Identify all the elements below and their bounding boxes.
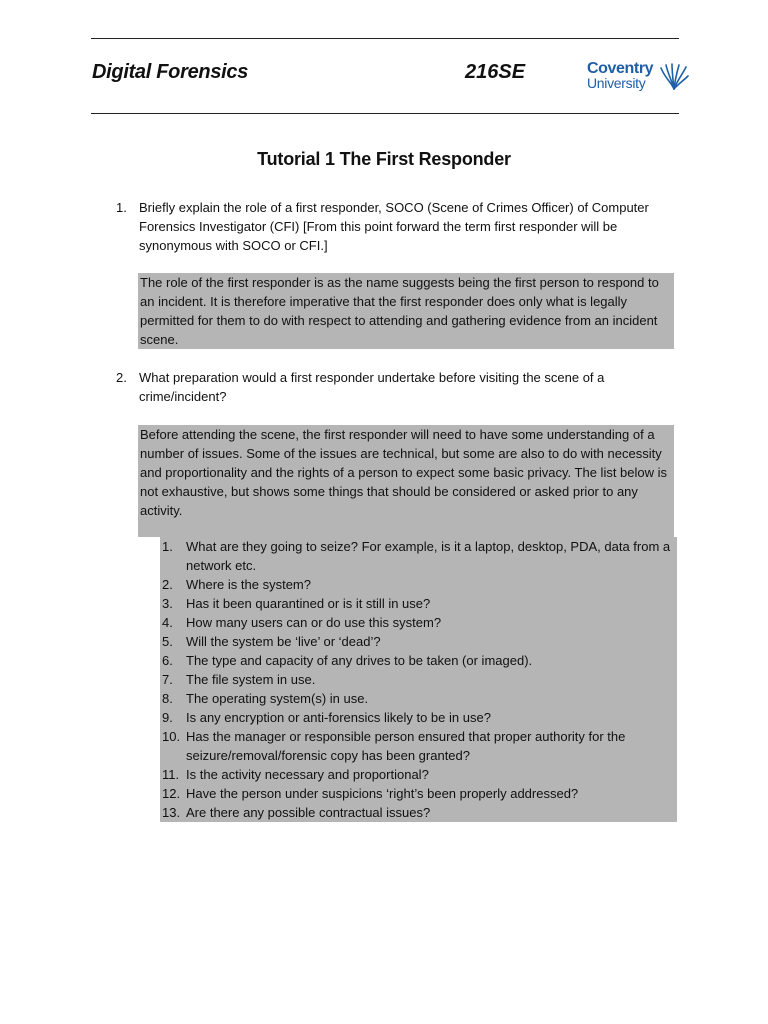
item-number: 11. (162, 767, 180, 782)
item-text: Where is the system? (186, 577, 311, 592)
item-number: 6. (162, 653, 173, 668)
list-item (160, 803, 677, 822)
course-code: 216SE (465, 61, 526, 83)
question-2 (116, 368, 661, 406)
phoenix-icon (659, 62, 689, 92)
university-logo (586, 62, 690, 92)
item-number: 5. (162, 634, 173, 649)
item-number: 2. (162, 577, 173, 592)
list-item (160, 727, 677, 765)
list-item (160, 575, 677, 594)
question-text: Briefly explain the role of a first responder, SOCO (Scene of Crimes Officer) of Computer Forensics Investigator (CFI) [From this point forward the term first responder will be synonymous with SOCO or CFI.] (139, 200, 649, 253)
item-number: 13. (162, 805, 181, 820)
item-text: The type and capacity of any drives to be taken (or imaged). (186, 653, 533, 668)
item-text: Is any encryption or anti-forensics likely to be in use? (186, 710, 491, 725)
item-text: The file system in use. (186, 672, 316, 687)
header-bottom-rule (91, 113, 679, 114)
item-number: 8. (162, 691, 173, 706)
list-item (160, 670, 677, 689)
item-number: 4. (162, 615, 173, 630)
question-number: 2. (116, 370, 127, 385)
list-item (160, 613, 677, 632)
question-1 (116, 198, 661, 255)
checklist (160, 537, 677, 822)
list-item (160, 632, 677, 651)
header-top-rule (91, 38, 679, 39)
list-item (160, 594, 677, 613)
item-text: Has it been quarantined or is it still in use? (186, 596, 431, 611)
item-text: Have the person under suspicions ‘right’s been properly addressed? (186, 786, 579, 801)
list-item (160, 689, 677, 708)
course-title: Digital Forensics (92, 61, 249, 83)
list-item (160, 765, 677, 784)
item-text: Are there any possible contractual issues? (186, 805, 431, 820)
item-number: 10. (162, 729, 181, 744)
logo-wordmark-top: Coventry (587, 60, 654, 77)
item-text: How many users can or do use this system? (186, 615, 442, 630)
item-text: Will the system be ‘live’ or ‘dead’? (186, 634, 381, 649)
item-number: 1. (162, 539, 173, 554)
item-number: 12. (162, 786, 181, 801)
question-text: What preparation would a first responder undertake before visiting the scene of a crime/incident? (139, 370, 605, 404)
list-item (160, 784, 677, 803)
item-number: 9. (162, 710, 173, 725)
page-title: Tutorial 1 The First Responder (257, 149, 511, 169)
logo-wordmark-bottom: University (587, 75, 646, 91)
question-number: 1. (116, 200, 127, 215)
item-text: What are they going to seize? For example, is it a laptop, desktop, PDA, data from a network etc. (186, 539, 671, 573)
item-text: The operating system(s) in use. (186, 691, 369, 706)
item-number: 7. (162, 672, 173, 687)
list-item (160, 537, 677, 575)
answer-2: Before attending the scene, the first responder will need to have some understanding of a number of issues. Some of the issues are technical, but some are also to do with necessity and proportionality and the rights of a person to expect some basic privacy. The list below is not exhaustive, but shows some things that should be considered or asked prior to any activity. (138, 425, 674, 537)
list-item (160, 651, 677, 670)
item-text: Has the manager or responsible person ensured that proper authority for the seizure/removal/forensic copy has been granted? (186, 729, 626, 763)
item-text: Is the activity necessary and proportional? (186, 767, 429, 782)
list-item (160, 708, 677, 727)
item-number: 3. (162, 596, 173, 611)
answer-1: The role of the first responder is as the name suggests being the first person to respond to an incident. It is therefore imperative that the first responder does only what is legally permitted for them to do with respect to attending and gathering evidence from an incident scene. (138, 273, 674, 349)
